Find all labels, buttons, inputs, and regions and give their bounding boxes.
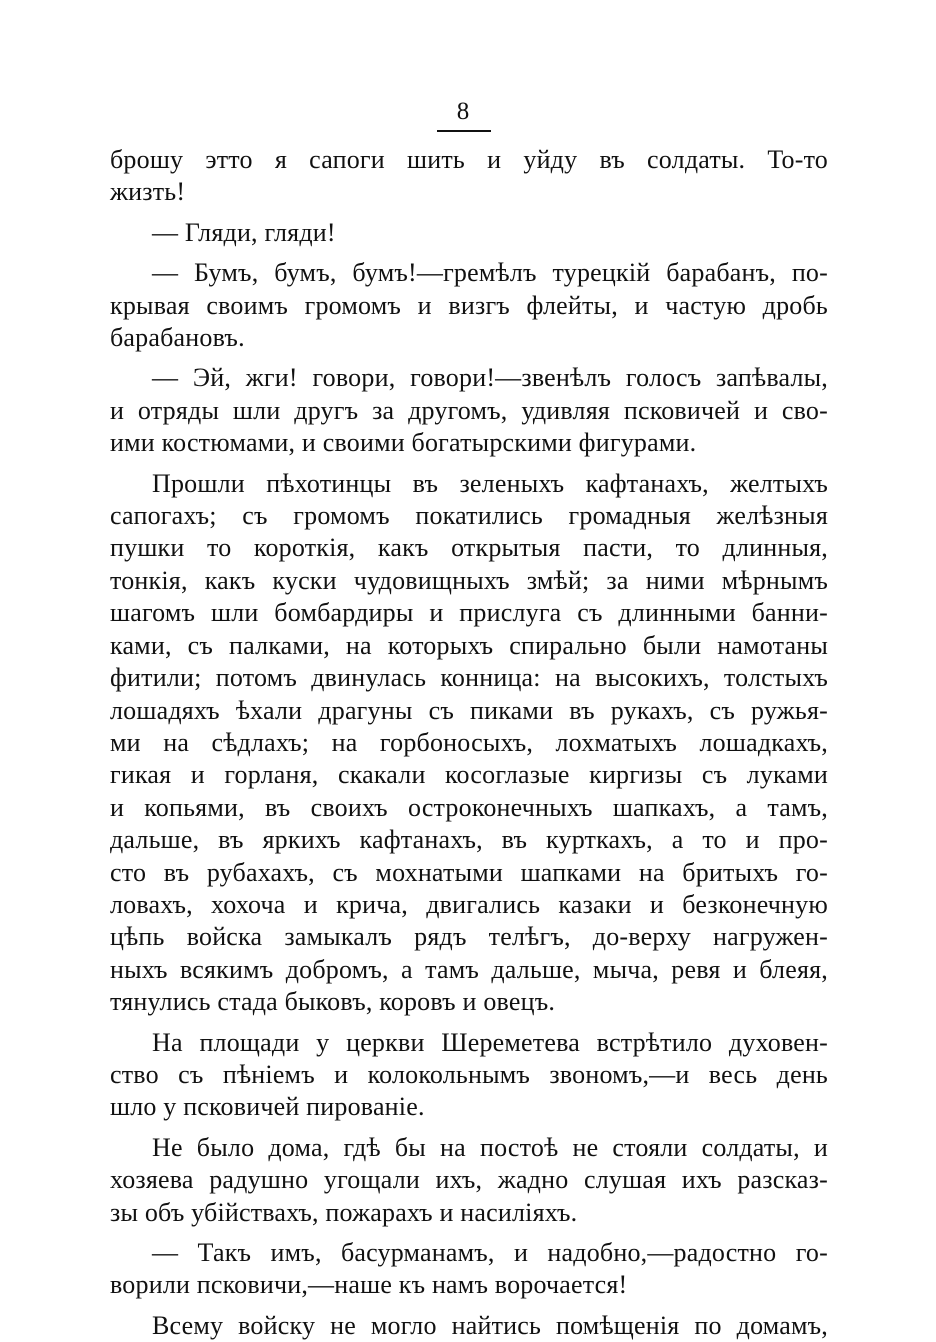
page-number-rule: [437, 130, 491, 132]
text-line: ныхъ всякимъ добромъ, а тамъ дальше, мыча, ревя и блеяя,: [110, 954, 828, 984]
text-line: шло у псковичей пированіе.: [110, 1092, 425, 1122]
paragraph-continuation: [110, 144, 828, 209]
text-line: гикая и горланя, скакали косоглазые киргизы съ луками: [110, 760, 828, 790]
page-number: 8: [456, 98, 470, 125]
text-line: крывая своимъ громомъ и визгъ флейты, и частую дробь: [110, 290, 828, 320]
text-line: брошу этто я сапоги шить и уйду въ солдаты. То-то: [110, 145, 828, 174]
text-line: ство съ пѣніемъ и колокольнымъ звономъ,—и весь день: [110, 1059, 828, 1089]
paragraph-dialogue: [110, 217, 828, 249]
text-line: Не было дома, гдѣ бы на постоѣ не стояли солдаты, и: [152, 1132, 828, 1162]
text-line: сто въ рубахахъ, съ мохнатыми шапками на бритыхъ го-: [110, 857, 828, 887]
text-line: дальше, въ яркихъ кафтанахъ, въ курткахъ, а то и про-: [110, 825, 828, 855]
paragraph-narrative: [110, 468, 828, 1019]
text-line: ками, съ палками, на которыхъ спирально были намотаны: [110, 630, 828, 660]
text-line: хозяева радушно угощали ихъ, жадно слушая ихъ разсказ-: [110, 1165, 828, 1195]
text-line: — Бумъ, бумъ, бумъ!—гремѣлъ турецкій барабанъ, по-: [152, 258, 828, 288]
text-line: пушки то короткія, какъ открытыя пасти, то длинныя,: [110, 533, 828, 563]
paragraph-narrative: [110, 1132, 828, 1229]
paragraph-dialogue: [110, 257, 828, 354]
text-line: Всему войску не могло найтись помѣщенія по домамъ,: [152, 1310, 828, 1340]
text-line: ловахъ, хохоча и крича, двигались казаки и безконечную: [110, 889, 828, 919]
text-line: тянулись стада быковъ, коровъ и овецъ.: [110, 987, 556, 1017]
body-text: [110, 144, 828, 1342]
text-line: На площади у церкви Шереметева встрѣтило духовен-: [152, 1027, 828, 1057]
text-line: и копьями, въ своихъ остроконечныхъ шапкахъ, а тамъ,: [110, 792, 828, 822]
text-line: фитили; потомъ двинулась конница: на высокихъ, толстыхъ: [110, 663, 828, 693]
text-line: жизть!: [110, 177, 186, 207]
text-line: шагомъ шли бомбардиры и прислуга съ длинными банни-: [110, 598, 828, 628]
paragraph-dialogue: [110, 362, 828, 459]
text-line: и отряды шли другъ за другомъ, удивляя псковичей и сво-: [110, 395, 828, 425]
text-line: ворили псковичи,—наше къ намъ ворочается!: [110, 1270, 628, 1300]
text-line: ми на сѣдлахъ; на горбоносыхъ, лохматыхъ лошадкахъ,: [110, 727, 828, 757]
text-line: ими костюмами, и своими богатырскими фигурами.: [110, 428, 697, 458]
text-line: — Гляди, гляди!: [152, 217, 336, 247]
text-line: Прошли пѣхотинцы въ зеленыхъ кафтанахъ, желтыхъ: [152, 468, 828, 498]
text-line: сапогахъ; съ громомъ покатились громадныя желѣзныя: [110, 501, 828, 531]
text-line: — Такъ имъ, басурманамъ, и надобно,—радостно го-: [152, 1238, 828, 1267]
text-line: — Эй, жги! говори, говори!—звенѣлъ голосъ запѣвалы,: [152, 363, 828, 393]
paragraph-narrative: [110, 1027, 828, 1124]
text-line: тонкія, какъ куски чудовищныхъ змѣй; за ними мѣрнымъ: [110, 565, 828, 595]
text-line: цѣпь войска замыкалъ рядъ телѣгъ, до-верху нагружен-: [110, 922, 828, 952]
text-line: барабановъ.: [110, 323, 245, 353]
text-line: зы объ убійствахъ, пожарахъ и насиліяхъ.: [110, 1197, 578, 1227]
paragraph-dialogue: [110, 1237, 828, 1302]
paragraph-narrative: [110, 1310, 828, 1342]
text-line: лошадяхъ ѣхали драгуны съ пиками въ рукахъ, съ ружья-: [110, 695, 828, 725]
